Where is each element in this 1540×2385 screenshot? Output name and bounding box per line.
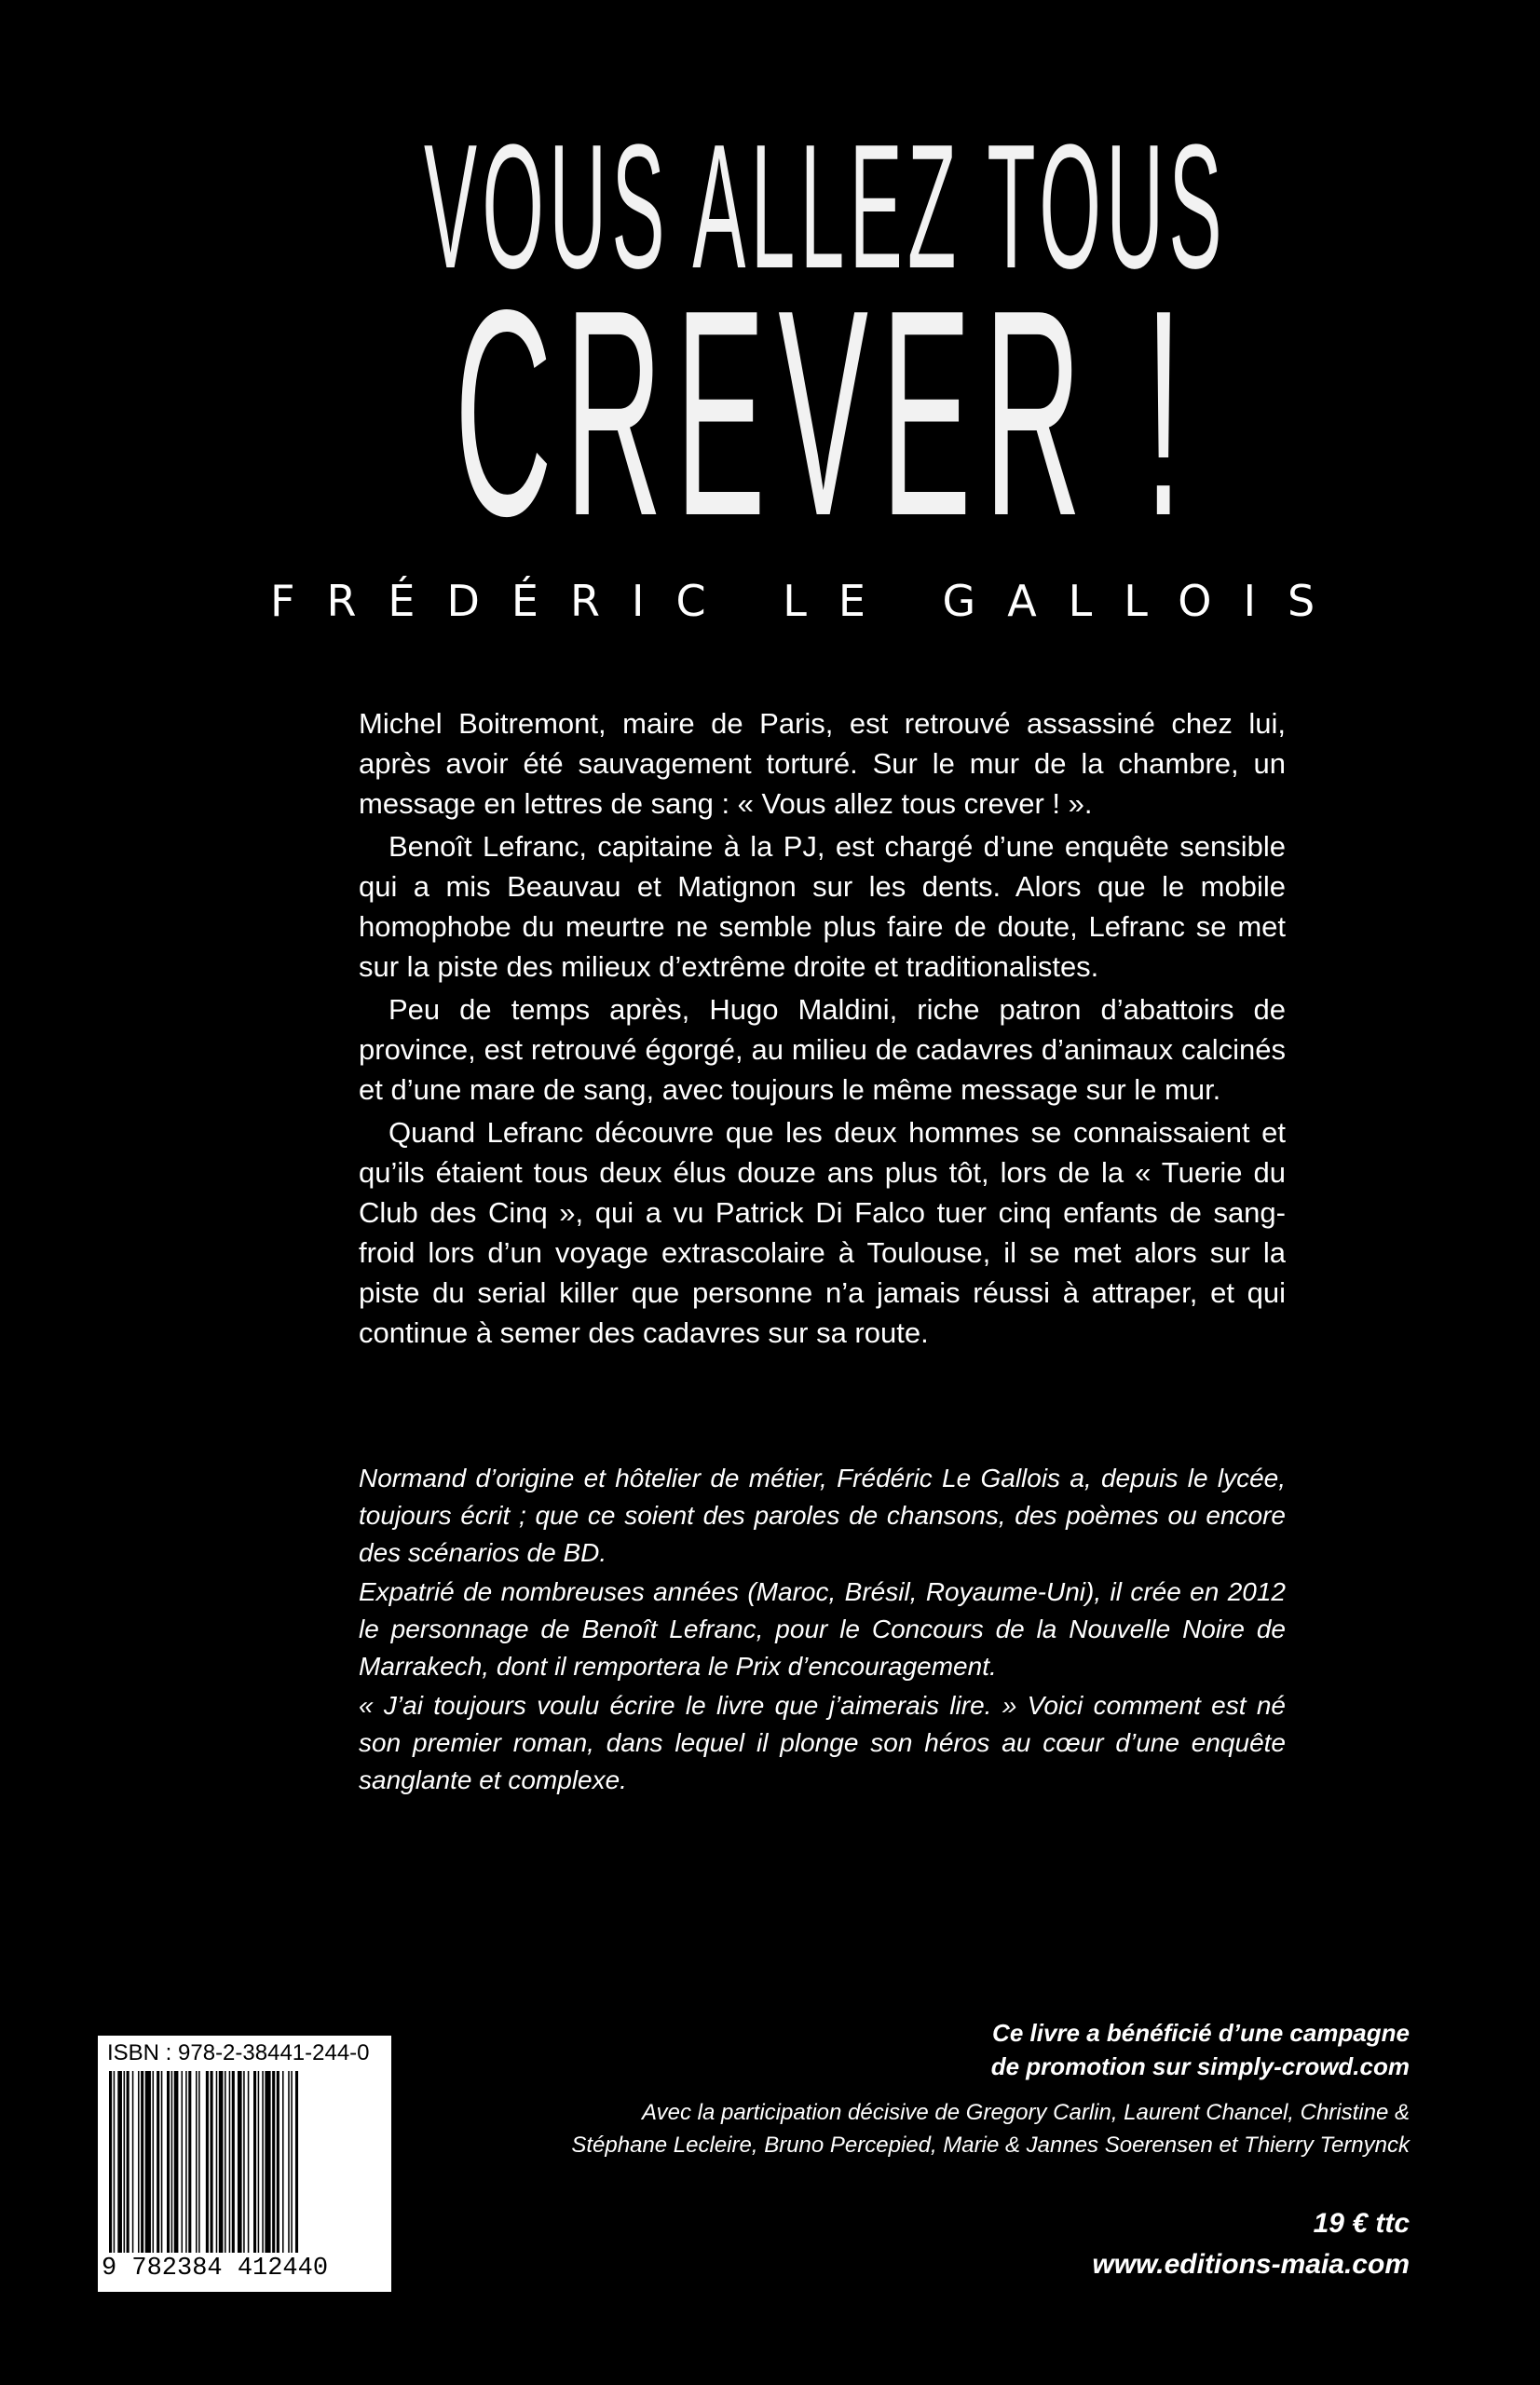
author-name: FRÉDÉRIC LE GALLOIS [270,576,1347,626]
barcode-bar [238,2071,242,2253]
barcode-icon [105,2071,385,2253]
barcode-bar [219,2071,224,2253]
barcode-bar [141,2071,143,2253]
book-title-line-1: VOUS ALLEZ TOUS [424,108,1227,306]
credits [478,2096,1410,2161]
barcode-bar [232,2071,235,2253]
synopsis-paragraph: Benoît Lefranc, capitaine à la PJ, est chargé d’une enquête sensible qui a mis Beauvau et Matignon sur les dents. Alors que le mobile homophobe du meurtre ne semble plus faire de doute, Lefranc se met sur la piste des milieux d’extrême droite et traditionalistes. [359,830,1286,983]
synopsis-paragraph: Michel Boitremont, maire de Paris, est retrouvé assassiné chez lui, après avoir été sauvagement torturé. Sur le mur de la chambre, un message en lettres de sang : « Vous allez tous crever ! ». [359,707,1286,820]
barcode-bar [188,2071,191,2253]
barcode-bar [277,2071,279,2253]
barcode-bar [198,2071,200,2253]
author-bio [359,1460,1286,1801]
barcode-bar [272,2071,275,2253]
barcode-bar [157,2071,159,2253]
isbn-barcode-block [98,2036,391,2292]
barcode-bar [138,2071,140,2253]
barcode-digits: 9 782384 412440 [102,2255,329,2283]
credits-line: Stéphane Lecleire, Bruno Percepied, Marie & Jannes Soerensen et Thierry Ternynck [571,2133,1410,2158]
promotion-notice [757,2016,1410,2083]
bio-paragraph: Expatrié de nombreuses années (Maroc, Brésil, Royaume-Uni), il crée en 2012 le personnage de Benoît Lefranc, pour le Concours de la Nouvelle Noire de Marrakech, dont il remportera le Prix d’encouragement. [359,1577,1286,1681]
barcode-bar [253,2071,256,2253]
barcode-bar [282,2071,284,2253]
barcode-bar [127,2071,129,2253]
barcode-bar [206,2071,209,2253]
barcode-bar [216,2071,218,2253]
barcode-bar [248,2071,250,2253]
barcode-bar [171,2071,173,2253]
barcode-bar [174,2071,179,2253]
bio-paragraph: Normand d’origine et hôtelier de métier, Frédéric Le Gallois a, depuis le lycée, toujours écrit ; que ce soient des paroles de chansons, des poèmes ou encore des scénarios de BD. [359,1464,1286,1567]
promotion-line: Ce livre a bénéficié d’une campagne [992,2019,1410,2047]
barcode-bar [211,2071,213,2253]
barcode-bar [265,2071,270,2253]
credits-line: Avec la participation décisive de Gregory Carlin, Laurent Chancel, Christine & [642,2100,1410,2125]
synopsis [359,703,1286,1356]
synopsis-paragraph: Quand Lefranc découvre que les deux hommes se connaissaient et qu’ils étaient tous deux élus douze ans plus tôt, lors de la « Tuerie du Club des Cinq », qui a vu Patrick Di Falco tuer cinq enfants de sang-froid lors d’un voyage extrascolaire à Toulouse, il se met alors sur la piste du serial killer que personne n’a jamais réussi à attraper, et qui continue à semer des cadavres sur sa route. [359,1116,1286,1349]
barcode-bar [295,2071,298,2253]
barcode-bar [153,2071,155,2253]
barcode-bar [145,2071,151,2253]
barcode-bar [288,2071,290,2253]
barcode-bar [185,2071,187,2253]
bio-paragraph: « J’ai toujours voulu écrire le livre que j’aimerais lire. » Voici comment est né son premier roman, dans lequel il plonge son héros au cœur d’une enquête sanglante et complexe. [359,1691,1286,1794]
barcode-bar [167,2071,170,2253]
barcode-bar [117,2071,122,2253]
barcode-bar [225,2071,226,2253]
barcode-bar [243,2071,245,2253]
synopsis-paragraph: Peu de temps après, Hugo Maldini, riche patron d’abattoirs de province, est retrouvé égorgé, au milieu de cadavres d’animaux calcinés et d’une mare de sang, avec toujours le même message sur le mur. [359,993,1286,1106]
barcode-bar [229,2071,231,2253]
promotion-line: de promotion sur simply-crowd.com [990,2052,1410,2080]
barcode-bar [109,2071,112,2253]
price: 19 € ttc [1313,2208,1410,2239]
barcode-bar [114,2071,116,2253]
isbn-label: ISBN : 978-2-38441-244-0 [107,2040,370,2065]
publisher-website[interactable]: www.editions-maia.com [1092,2249,1410,2280]
book-title-line-2: CREVER ! [455,249,1195,577]
barcode-bar [291,2071,293,2253]
barcode-bar [196,2071,198,2253]
barcode-bar [132,2071,134,2253]
barcode-bar [182,2071,184,2253]
barcode-bar [124,2071,126,2253]
barcode-bar [262,2071,264,2253]
barcode-bar [161,2071,163,2253]
barcode-bar [258,2071,260,2253]
